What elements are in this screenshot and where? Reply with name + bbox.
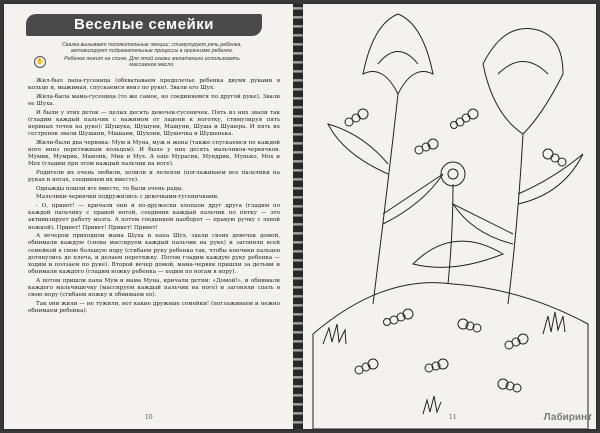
- story-paragraph: Мальчики-червячки подружились с девочками-гусеничками.: [36, 194, 219, 201]
- right-leaf-2: [453, 204, 513, 244]
- left-leaf-1: [328, 124, 388, 174]
- left-stem: [373, 94, 398, 304]
- middle-big-leaf: [413, 241, 503, 267]
- left-flower-petal-line: [378, 52, 418, 65]
- left-flower-head: [363, 14, 433, 94]
- hill-outline: [313, 283, 588, 429]
- middle-flower: [441, 162, 465, 186]
- right-stem: [508, 134, 523, 304]
- story-paragraph: Так они жили — не тужили, вот какие дружные семейки! (поглаживаем и нежно обнимаем ребенка).: [28, 300, 280, 314]
- right-flower-petal-line: [498, 62, 548, 75]
- page-title: Веселые семейки: [26, 14, 262, 36]
- coloring-illustration: [303, 4, 596, 429]
- story-paragraph: Родители их очень любили, холили и лелеяли (поглаживаем все пальчики на руках и ногах, соединяем их вместе).: [28, 170, 280, 184]
- story-paragraph: И были у этих деток — целых десять девочек-гусеничек. Пять из них звали так (гладим каждый пальчик с нажимом от ладони к ноготку, стимулируя пять нервных точек на руке): Шушука, Шушуни, Машуни, Шуша и Шушера. И пять их сестренок звали Шушани, Машани, Шухони, Шушечка и Шушенька.: [28, 109, 280, 138]
- story-paragraph: Однажды пошли все вместе, то были очень рады.: [36, 185, 184, 192]
- story-paragraph: А вечером приходили мама Шуха и папа Шух, звали своих девочек домой, обнимали каждую (снова массируем каждый пальчик на руке) и загоняли всей семейкой в свою большую нору (сгибаем руку ребенка так, чтобы кончики пальцев дотянулись до плеча, и делаем перетяжку. Потом гладим каждую руку ребенка — ходим и ползаем по руке). Второй вечер домой, мама-червяк пришли за детьми и обнимали каждого (гладим ножку ребенка — ходим по ногам в нору).: [28, 233, 280, 276]
- left-leaf-2: [383, 174, 443, 224]
- middle-stem: [448, 184, 453, 284]
- labirint-watermark: Лабиринт: [543, 412, 592, 423]
- right-flower-head: [483, 28, 563, 134]
- story-paragraph: - О, привет! — кричали они и по-дружески хлопали друг друга (гладим по каждой пальчику с правой ногой, соединив каждый пальчик по пятку — это активизирует работу мозга. А потом соединяем наоборот — правую ручку с левой ножкой). Привет! Привет! Привет! Привет!: [28, 202, 280, 231]
- left-page: [4, 4, 295, 429]
- story-paragraph: Жили-были два червяка: Мум и Муна, муж и жена (также спускаемся по каждой ноге вниз перетяжным кольцом). И было у них десять мальчиков-червячков. Мумик, Мумрик, Мамлик, Мик и Мух. А еще Мурасик, Мундрик, Мунько, Мох и Мех (гладим при этом каждый пальчик на ноге).: [28, 139, 280, 168]
- story-text: [28, 78, 280, 317]
- right-page: [303, 4, 596, 429]
- intro-text: Сказка вызывает положительные эмоции; стимулирует речь ребенка, активизирует подражательные процессы в организме ребенка.: [62, 42, 242, 55]
- story-paragraph: Жил-был папа-гусеница (обхватываем предплечье ребенка двумя руками в кольцо и, мыжимая, спускаемся вниз по руке). Звали его Шух.: [28, 78, 280, 92]
- instruction-note: Ребенок лежит на спине. Для этой сказки желательно использовать массажное масло.: [64, 56, 240, 69]
- story-paragraph: А потом пришли папа Мум и мама Муна, кричали детям: «Домой!», и обнимали каждого мальчишечку (массируем каждый пальчик на ноге) и загоняли спать в свою нору (сгибаем ножку и обнимаем ее).: [28, 277, 280, 299]
- story-paragraph: Жила-была мама-гусеница (то же самое, но соединяемся по другой руке). Звали ее Шуха.: [28, 93, 280, 107]
- massage-oil-icon: ✋: [34, 56, 46, 68]
- middle-flower-center: [448, 169, 458, 179]
- page-number-left: 10: [145, 414, 153, 421]
- page-number-right: 11: [449, 414, 457, 421]
- right-leaf-1: [518, 154, 583, 204]
